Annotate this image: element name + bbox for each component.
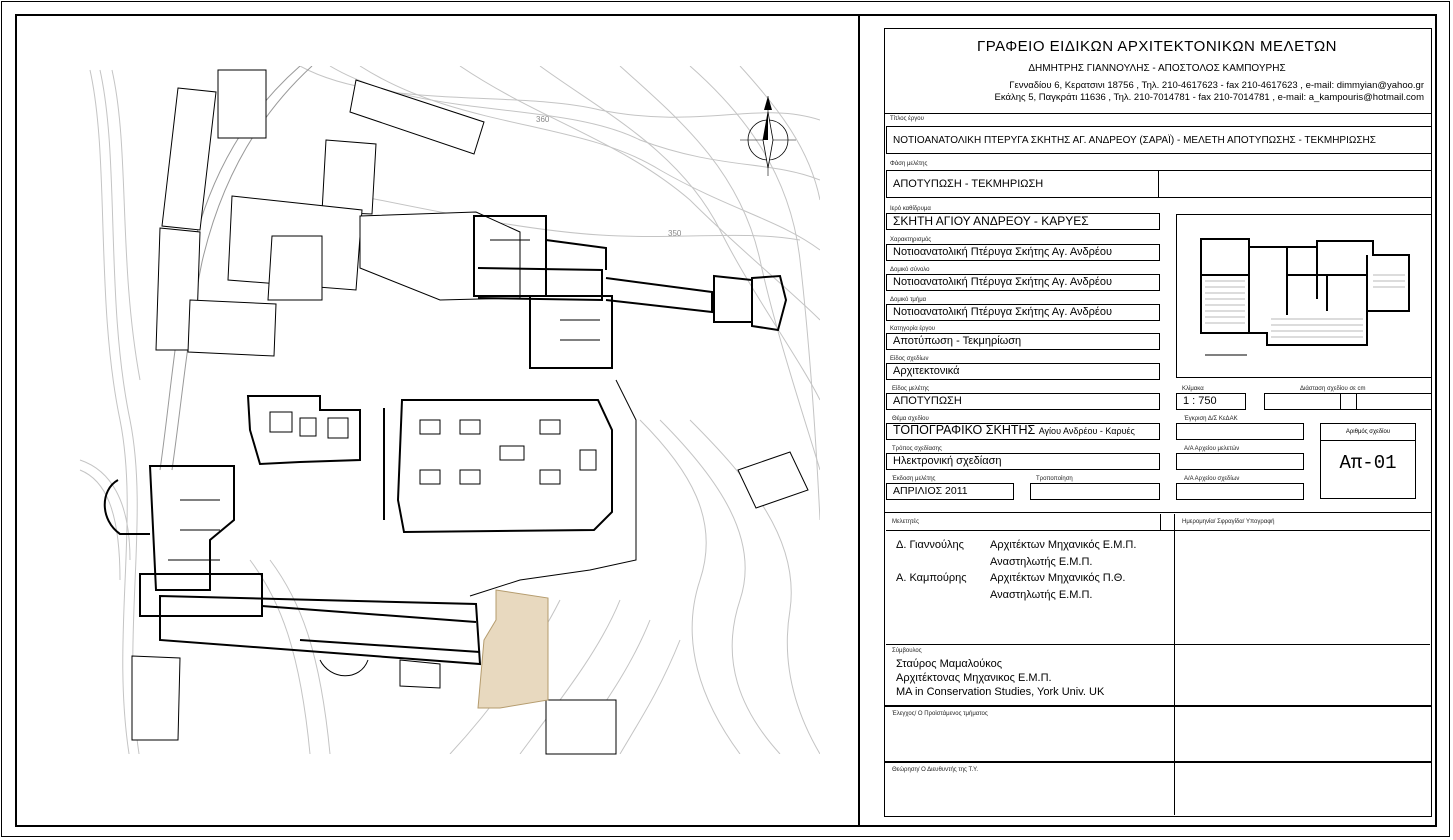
office-address-2: Εκάλης 5, Παγκράτι 11636 , Τηλ. 210-7014781 - fax 210-7014781 , e-mail: a_kampouris@hotmail.com [994, 92, 1424, 103]
subject-box [886, 423, 1160, 440]
characterization-label: Χαρακτηρισμός [890, 237, 932, 243]
characterization-box [886, 244, 1160, 261]
date-stamp-label: Ημερομηνία/ Σφραγίδα/ Υπογραφή [1182, 519, 1275, 525]
advisor-divider [886, 644, 1430, 645]
monastery-box [886, 213, 1160, 230]
highlighted-wing [478, 590, 548, 708]
study-type-value: ΑΠΟΤΥΠΩΣΗ [893, 395, 962, 407]
drawing-type-label: Είδος σχεδίων [890, 356, 929, 362]
sheet-divider [858, 14, 860, 827]
subject-sub: Αγίου Ανδρέου - Καρυές [1038, 426, 1135, 436]
phase-label: Φάση μελέτης [890, 161, 928, 167]
project-title-label: Τίτλος έργου [890, 116, 924, 122]
sheet-size-box [1264, 393, 1432, 410]
archive-studies-label: Α/Α Αρχείου μελετών [1184, 446, 1240, 452]
monastery-value: ΣΚΗΤΗ ΑΓΙΟΥ ΑΝΔΡΕΟΥ - ΚΑΡΥΕΣ [893, 214, 1089, 228]
advisor-label: Σύμβουλος [892, 648, 922, 654]
complex-value: Νοτιοανατολική Πτέρυγα Σκήτης Αγ. Ανδρέου [893, 276, 1112, 288]
office-title: ΓΡΑΦΕΙΟ ΕΙΔΙΚΩΝ ΑΡΧΙΤΕΚΤΟΝΙΚΩΝ ΜΕΛΕΤΩΝ [976, 38, 1338, 55]
author-1-name: Δ. Γιαννούλης [896, 539, 964, 551]
phase-box [886, 170, 1432, 198]
author-1-title-1: Αρχιτέκτων Μηχανικός Ε.Μ.Π. [990, 539, 1137, 551]
drawing-type-box [886, 363, 1160, 380]
section-label: Δομικό τμήμα [890, 297, 927, 303]
method-box [886, 453, 1160, 470]
section-value: Νοτιοανατολική Πτέρυγα Σκήτης Αγ. Ανδρέου [893, 306, 1112, 318]
advisor-line-1: Σταύρος Μαμαλούκος [896, 658, 1003, 670]
floor-plan-drawing [1177, 215, 1431, 377]
drawing-number-label: Αριθμός σχεδίου [1321, 424, 1415, 441]
office-architects: ΔΗΜΗΤΡΗΣ ΓΙΑΝΝΟΥΛΗΣ - ΑΠΟΣΤΟΛΟΣ ΚΑΜΠΟΥΡΗΣ [1028, 63, 1286, 74]
check-label: Έλεγχος/ Ο Προϊστάμενος τμήματος [892, 711, 988, 717]
subject-main: ΤΟΠΟΓΡΑΦΙΚΟ ΣΚΗΤΗΣ [893, 423, 1036, 437]
category-value: Αποτύπωση - Τεκμηρίωση [893, 335, 1022, 347]
study-type-box [886, 393, 1160, 410]
project-title-box [886, 126, 1432, 154]
approval-label: Έγκριση Δ/Σ ΚεΔΑΚ [1184, 416, 1238, 422]
approval-box [1176, 423, 1304, 440]
phase-divider [1158, 170, 1159, 198]
author-1-title-2: Αναστηλωτής Ε.Μ.Π. [990, 556, 1093, 568]
phase-value: ΑΠΟΤΥΠΩΣΗ - ΤΕΚΜΗΡΙΩΣΗ [893, 178, 1044, 190]
scale-label: Κλίμακα [1182, 386, 1204, 392]
method-label: Τρόπος σχεδίασης [892, 446, 942, 452]
authors-label: Μελετητές [892, 519, 919, 525]
scale-box [1176, 393, 1246, 410]
archive-studies-box [1176, 453, 1304, 470]
authors-header-row [886, 514, 1430, 531]
advisor-line-3: MA in Conservation Studies, York Univ. UK [896, 686, 1105, 698]
author-2-title-2: Αναστηλωτής Ε.Μ.Π. [990, 589, 1093, 601]
archive-drawings-label: Α/Α Αρχείου σχεδίων [1184, 476, 1240, 482]
edition-box [886, 483, 1014, 500]
endorse-label: Θεώρηση/ Ο Διευθυντής της Τ.Υ. [892, 767, 979, 773]
sheet-size-label: Διάσταση σχεδίου σε cm [1300, 386, 1366, 392]
author-2-name: Α. Καμπούρης [896, 572, 967, 584]
contour-label-360: 360 [536, 115, 550, 124]
subject-value [887, 424, 1135, 438]
scale-value: 1 : 750 [1183, 395, 1217, 407]
category-label: Κατηγορία έργου [890, 326, 936, 332]
complex-box [886, 274, 1160, 291]
monastery-label: Ιερό καθίδρυμα [890, 206, 931, 212]
study-type-label: Είδος μελέτης [892, 386, 929, 392]
edition-label: Έκδοση μελέτης [892, 476, 936, 482]
advisor-line-2: Αρχιτέκτονας Μηχανικος Ε.Μ.Π. [896, 672, 1052, 684]
drawing-number-box [1320, 423, 1416, 499]
office-address-1: Γενναδίου 6, Κερατσινι 18756 , Τηλ. 210-4617623 - fax 210-4617623 , e-mail: dimmyian@yahoo.gr [1009, 80, 1424, 91]
contour-label-350: 350 [668, 229, 682, 238]
author-2-title-1: Αρχιτέκτων Μηχανικός Π.Θ. [990, 572, 1126, 584]
revision-label: Τροποποίηση [1036, 476, 1073, 482]
drawing-type-value: Αρχιτεκτονικά [893, 365, 960, 377]
north-arrow-icon [740, 96, 796, 176]
sheet-size-divider-1 [1340, 393, 1341, 410]
sheet-size-divider-2 [1356, 393, 1357, 410]
project-title: ΝΟΤΙΟΑΝΑΤΟΛΙΚΗ ΠΤΕΡΥΓΑ ΣΚΗΤΗΣ ΑΓ. ΑΝΔΡΕΟΥ (ΣΑΡΑΪ) - ΜΕΛΕΤΗ ΑΠΟΤΥΠΩΣΗΣ - ΤΕΚΜΗΡΙΩΣΗΣ [893, 135, 1376, 146]
drawing-number-value: Απ-01 [1339, 452, 1397, 474]
method-value: Ηλεκτρονική σχεδίαση [893, 455, 1002, 467]
header-tick [1160, 514, 1161, 530]
subject-label: Θέμα σχεδίου [892, 416, 929, 422]
characterization-value: Νοτιοανατολική Πτέρυγα Σκήτης Αγ. Ανδρέου [893, 246, 1112, 258]
signature-column-divider [1174, 514, 1175, 815]
edition-value: ΑΠΡΙΛΙΟΣ 2011 [893, 485, 968, 497]
section-box [886, 304, 1160, 321]
complex-label: Δομικό σύνολο [890, 267, 930, 273]
category-box [886, 333, 1160, 350]
archive-drawings-box [1176, 483, 1304, 500]
floor-plan-thumbnail [1176, 214, 1432, 378]
revision-box [1030, 483, 1160, 500]
